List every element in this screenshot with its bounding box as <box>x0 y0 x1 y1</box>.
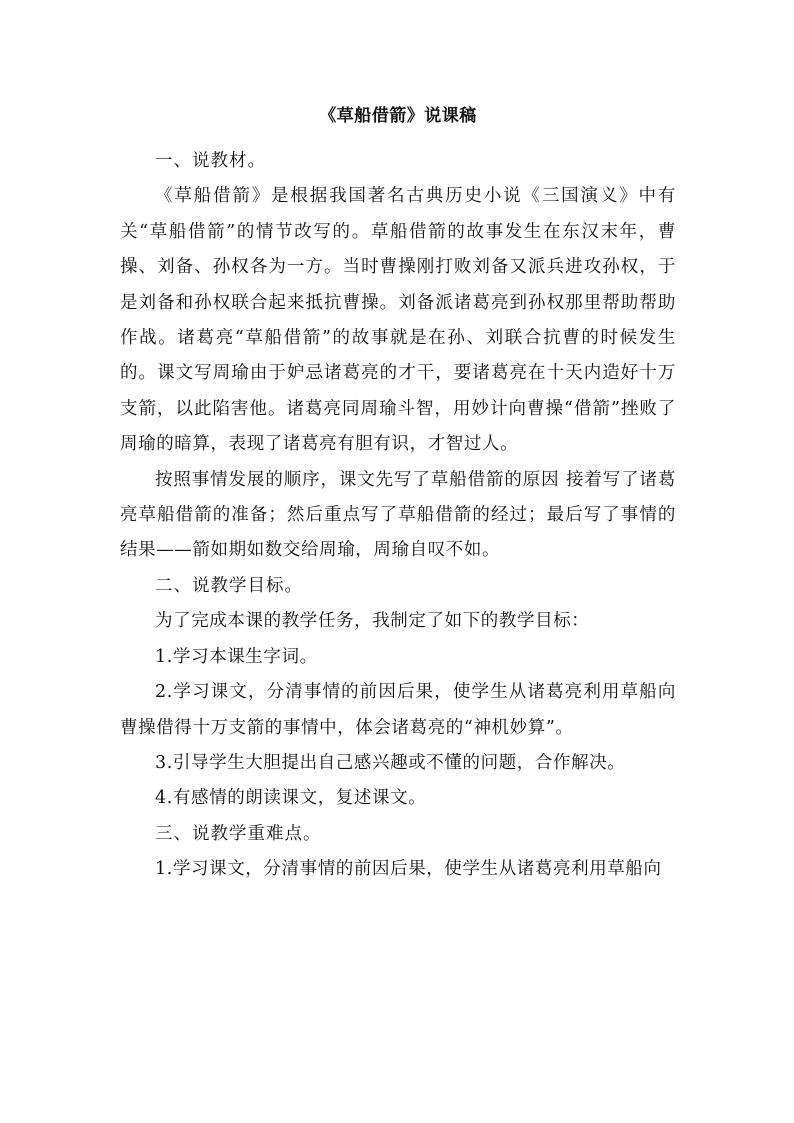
goal-item-2: 2.学习课文，分清事情的前因后果，使学生从诸葛亮利用草船向曹操借得十万支箭的事情中，体会诸葛亮的“神机妙算”。 <box>120 682 676 738</box>
paragraph-text-structure: 按照事情发展的顺序，课文先写了草船借箭的原因 接着写了诸葛亮草船借箭的准备；然后重点写了草船借箭的经过；最后写了事情的结果——箭如期如数交给周瑜，周瑜自叹不如。 <box>120 469 676 561</box>
key-point-item-1: 1.学习课文，分清事情的前因后果，使学生从诸葛亮利用草船向 <box>155 859 662 880</box>
section-heading-textbook: 一、说教材。 <box>155 151 266 171</box>
document-body <box>120 100 676 888</box>
document-title: 《草船借箭》说课稿 <box>319 106 477 126</box>
paragraph-textbook-intro: 《草船借箭》是根据我国著名古典历史小说《三国演义》中有关“草船借箭”的情节改写的。草船借箭的故事发生在东汉末年，曹操、刘备、孙权各为一方。当时曹操刚打败刘备又派兵进攻孙权，于是刘备和孙权联合起来抵抗曹操。刘备派诸葛亮到孙权那里帮助帮助作战。诸葛亮“草船借箭”的故事就是在孙、刘联合抗曹的时候发生的。课文写周瑜由于妒忌诸葛亮的才干，要诸葛亮在十天内造好十万支箭，以此陷害他。诸葛亮同周瑜斗智，用妙计向曹操“借箭”挫败了周瑜的暗算，表现了诸葛亮有胆有识，才智过人。 <box>120 186 677 455</box>
goal-item-4: 4.有感情的朗读课文，复述课文。 <box>155 788 427 809</box>
goal-item-3: 3.引导学生大胆提出自己感兴趣或不懂的问题，合作解决。 <box>155 752 626 773</box>
paragraph-goals-intro: 为了完成本课的教学任务，我制定了如下的教学目标： <box>155 611 590 632</box>
goal-item-1: 1.学习本课生字词。 <box>155 646 318 667</box>
section-heading-key-points: 三、说教学重难点。 <box>155 823 322 844</box>
section-heading-goals: 二、说教学目标。 <box>155 575 303 596</box>
